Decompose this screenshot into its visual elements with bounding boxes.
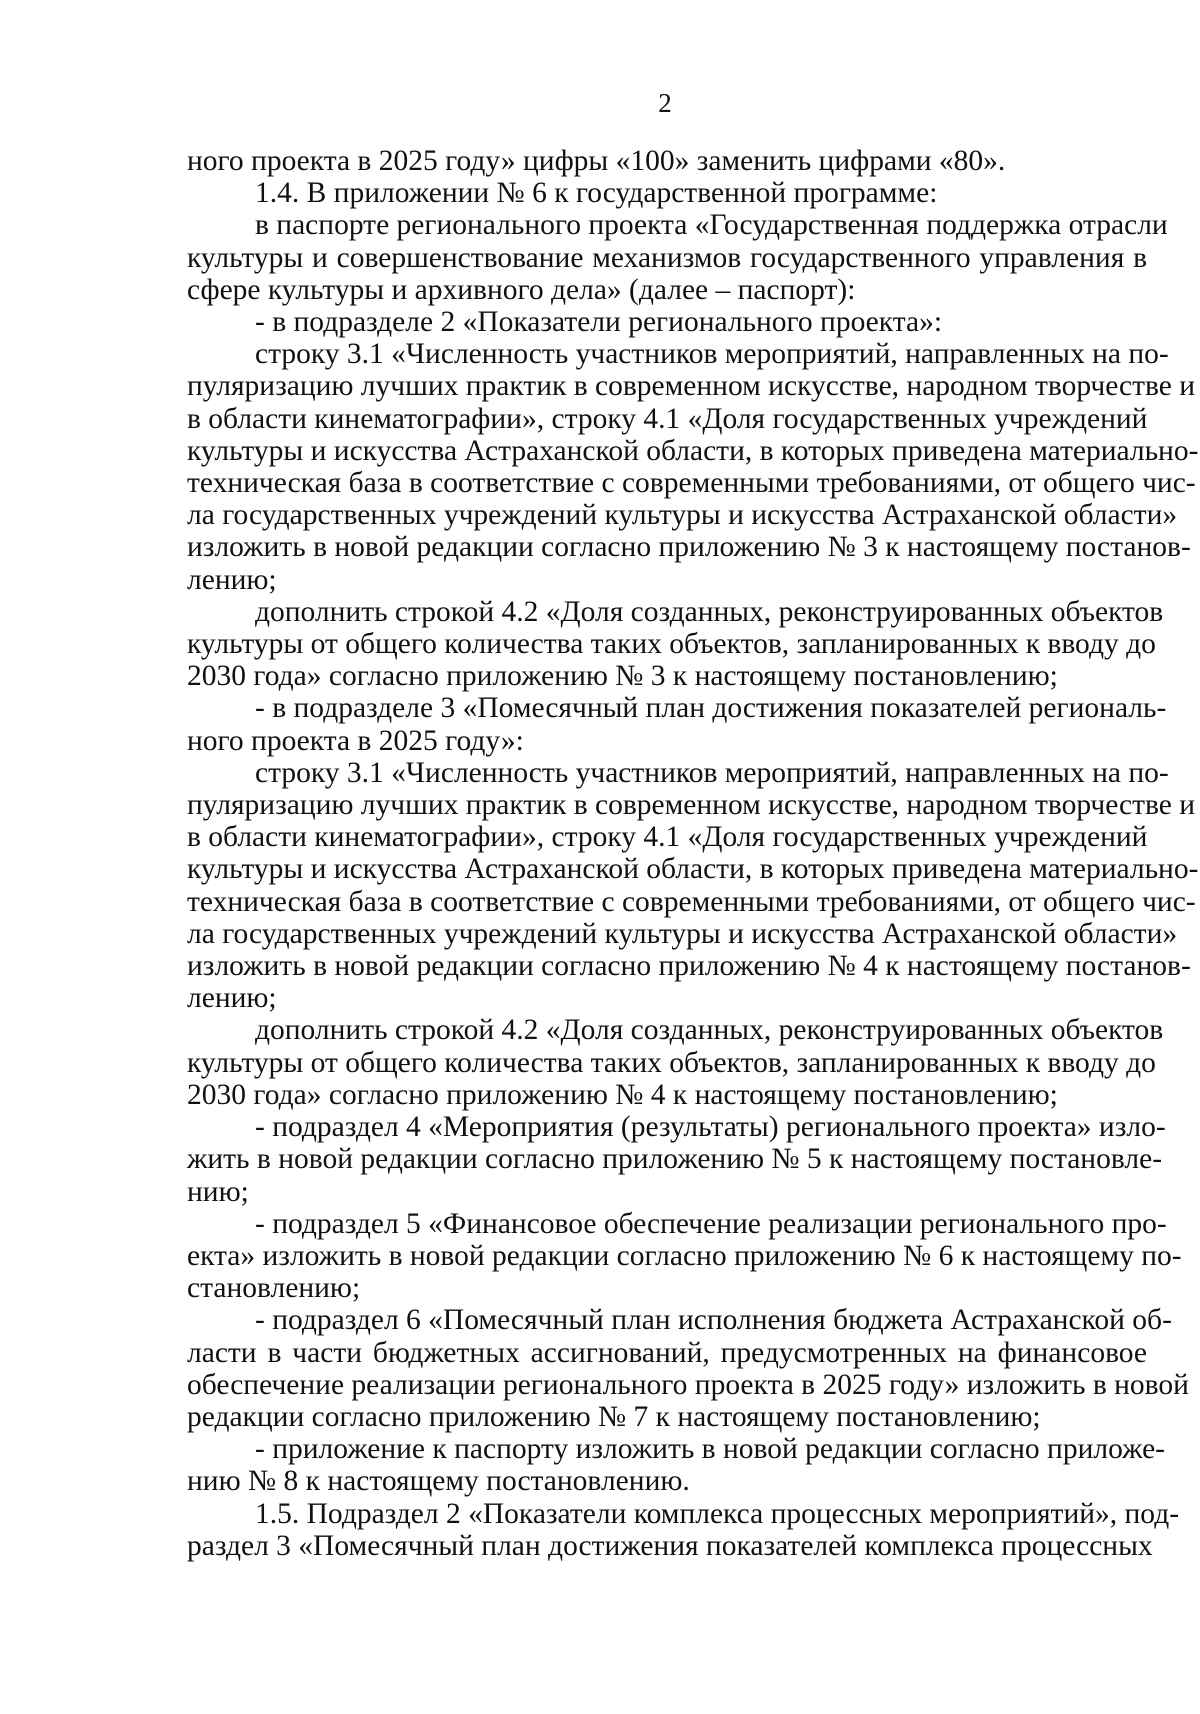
paragraph-4-line-5: ла государственных учреждений культуры и искусства Астраханской области» bbox=[187, 499, 1178, 532]
paragraph-5-line-0: дополнить строкой 4.2 «Доля созданных, реконструированных объектов bbox=[255, 595, 1164, 628]
paragraph-11 bbox=[187, 1304, 1189, 1433]
paragraph-7 bbox=[187, 756, 1199, 1015]
paragraph-11-line-1: ласти в части бюджетных ассигнований, предусмотренных на финансовое bbox=[187, 1336, 1147, 1369]
paragraph-4 bbox=[187, 338, 1199, 596]
paragraph-6-line-0: - в подразделе 3 «Помесячный план достижения показателей региональ- bbox=[255, 692, 1167, 725]
paragraph-12-line-0: - приложение к паспорту изложить в новой редакции согласно приложе- bbox=[255, 1433, 1166, 1466]
paragraph-1-line-0: 1.4. В приложении № 6 к государственной программе: bbox=[255, 177, 938, 210]
paragraph-7-line-4: техническая база в соответствие с современными требованиями, от общего чис- bbox=[187, 885, 1196, 918]
paragraph-13-line-0: 1.5. Подраздел 2 «Показатели комплекса процессных мероприятий», под- bbox=[255, 1497, 1180, 1530]
paragraph-4-line-4: техническая база в соответствие с современными требованиями, от общего чис- bbox=[187, 467, 1196, 500]
paragraph-10-line-1: екта» изложить в новой редакции согласно приложению № 6 к настоящему по- bbox=[187, 1239, 1182, 1272]
document-body bbox=[187, 145, 1199, 1562]
paragraph-2-line-1: культуры и совершенствование механизмов государственного управления в bbox=[187, 241, 1147, 274]
paragraph-9 bbox=[187, 1111, 1166, 1208]
paragraph-1 bbox=[187, 177, 1147, 209]
paragraph-4-line-3: культуры и искусства Астраханской области, в которых приведена материально- bbox=[187, 434, 1199, 467]
paragraph-2 bbox=[187, 209, 1168, 306]
paragraph-9-line-0: - подраздел 4 «Мероприятия (результаты) регионального проекта» изло- bbox=[255, 1111, 1166, 1144]
paragraph-4-line-0: строку 3.1 «Численность участников мероприятий, направленных на по- bbox=[255, 338, 1169, 371]
paragraph-4-line-6: изложить в новой редакции согласно приложению № 3 к настоящему постанов- bbox=[187, 531, 1191, 564]
paragraph-13-line-1: раздел 3 «Помесячный план достижения показателей комплекса процессных bbox=[187, 1529, 1153, 1562]
paragraph-2-line-0: в паспорте регионального проекта «Государственная поддержка отрасли bbox=[255, 209, 1168, 242]
paragraph-10-line-0: - подраздел 5 «Финансовое обеспечение реализации регионального про- bbox=[255, 1207, 1167, 1240]
paragraph-7-line-3: культуры и искусства Астраханской области, в которых приведена материально- bbox=[187, 853, 1199, 886]
paragraph-8-line-0: дополнить строкой 4.2 «Доля созданных, реконструированных объектов bbox=[255, 1014, 1164, 1047]
paragraph-10 bbox=[187, 1207, 1182, 1305]
paragraph-7-line-1: пуляризацию лучших практик в современном искусстве, народном творчестве и bbox=[187, 789, 1196, 822]
paragraph-6 bbox=[187, 692, 1167, 757]
paragraph-7-line-0: строку 3.1 «Численность участников мероприятий, направленных на по- bbox=[255, 756, 1169, 789]
paragraph-0-line-0: ного проекта в 2025 году» цифры «100» заменить цифрами «80». bbox=[187, 145, 1006, 177]
paragraph-8 bbox=[187, 1014, 1164, 1111]
paragraph-11-line-3: редакции согласно приложению № 7 к настоящему постановлению; bbox=[187, 1400, 1041, 1433]
paragraph-7-line-2: в области кинематографии», строку 4.1 «Доля государственных учреждений bbox=[187, 821, 1148, 854]
paragraph-9-line-1: жить в новой редакции согласно приложению № 5 к настоящему постановле- bbox=[187, 1143, 1163, 1176]
paragraph-11-line-0: - подраздел 6 «Помесячный план исполнения бюджета Астраханской об- bbox=[255, 1304, 1172, 1337]
paragraph-12 bbox=[187, 1433, 1166, 1498]
paragraph-3-line-0: - в подразделе 2 «Показатели регионального проекта»: bbox=[255, 306, 943, 339]
paragraph-12-line-1: нию № 8 к настоящему постановлению. bbox=[187, 1465, 690, 1498]
paragraph-5-line-1: культуры от общего количества таких объектов, запланированных к вводу до bbox=[187, 628, 1156, 661]
paragraph-9-line-2: нию; bbox=[187, 1175, 249, 1208]
paragraph-2-line-2: сфере культуры и архивного дела» (далее – паспорт): bbox=[187, 273, 856, 306]
paragraph-5-line-2: 2030 года» согласно приложению № 3 к настоящему постановлению; bbox=[187, 660, 1058, 693]
paragraph-4-line-2: в области кинематографии», строку 4.1 «Доля государственных учреждений bbox=[187, 402, 1148, 435]
paragraph-13 bbox=[187, 1497, 1180, 1562]
paragraph-6-line-1: ного проекта в 2025 году»: bbox=[187, 724, 524, 757]
paragraph-11-line-2: обеспечение реализации регионального проекта в 2025 году» изложить в новой bbox=[187, 1368, 1189, 1401]
paragraph-10-line-2: становлению; bbox=[187, 1272, 361, 1305]
paragraph-3 bbox=[187, 306, 1147, 338]
paragraph-7-line-5: ла государственных учреждений культуры и искусства Астраханской области» bbox=[187, 917, 1178, 950]
paragraph-4-line-7: лению; bbox=[187, 563, 277, 596]
paragraph-8-line-2: 2030 года» согласно приложению № 4 к настоящему постановлению; bbox=[187, 1078, 1058, 1111]
paragraph-7-line-6: изложить в новой редакции согласно приложению № 4 к настоящему постанов- bbox=[187, 950, 1191, 983]
paragraph-7-line-7: лению; bbox=[187, 982, 277, 1015]
page-number: 2 bbox=[658, 88, 672, 118]
paragraph-0 bbox=[187, 145, 1147, 177]
paragraph-4-line-1: пуляризацию лучших практик в современном искусстве, народном творчестве и bbox=[187, 370, 1196, 403]
paragraph-8-line-1: культуры от общего количества таких объектов, запланированных к вводу до bbox=[187, 1046, 1156, 1079]
paragraph-5 bbox=[187, 595, 1164, 693]
